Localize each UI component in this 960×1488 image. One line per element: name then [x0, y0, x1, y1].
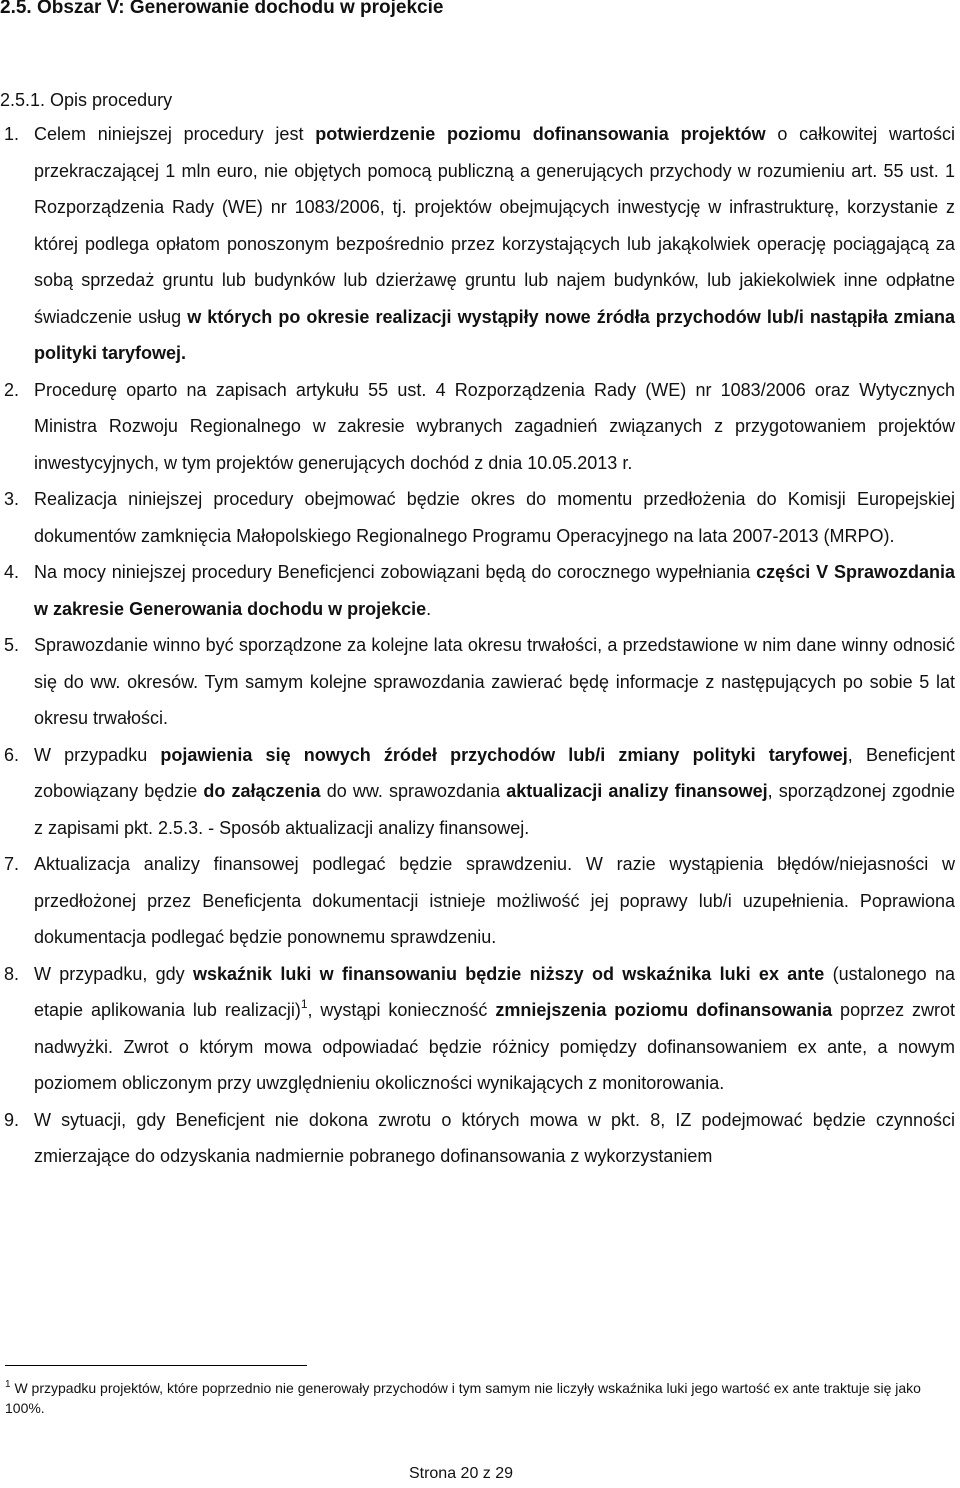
list-item: [0, 554, 955, 627]
list-item: [0, 116, 955, 372]
footnote: [5, 1378, 957, 1418]
body-text: Procedurę oparto na zapisach artykułu 55 ust. 4 Rozporządzenia Rady (WE) nr 1083/2006 oraz Wytycznych Ministra Rozwoju Regionalnego w zakresie wybranych zagadnień związanych z przygotowaniem projektów inwestycyjnych, w tym projektów generujących dochód z dnia 10.05.2013 r.: [34, 379, 955, 473]
list-item: [0, 1102, 955, 1175]
footnote-marker: 1: [5, 1379, 11, 1390]
body-text: o całkowitej wartości przekraczającej 1 mln euro, nie objętych pomocą publiczną a generujących przychody w rozumieniu art. 55 ust. 1 Rozporządzenia Rady (WE) nr 1083/2006, tj. projektów obejmujących inwestycję w infrastrukturę, korzystanie z której podlega opłatom ponoszonym bezpośrednio przez korzystających lub jakąkolwiek operację pociągającą za sobą sprzedaż gruntu lub budynków lub dzierżawę gruntu lub najem budynków, lub jakiekolwiek inne odpłatne świadczenie usług: [34, 124, 956, 327]
emphasis-text: aktualizacji analizy finansowej: [506, 781, 768, 801]
list-item-number: 5.: [4, 635, 20, 655]
list-item: [0, 627, 955, 737]
list-item-number: 4.: [4, 562, 20, 582]
body-text: W przypadku: [34, 744, 161, 765]
list-item: [0, 737, 955, 847]
subsection-heading: 2.5.1. Opis procedury: [0, 90, 173, 110]
page-number: Strona 20 z 29: [408, 1465, 514, 1482]
footnote-text: W przypadku projektów, które poprzednio nie generowały przychodów i tym samym nie liczyły wskaźnika luki jego wartość ex ante traktuje się jako 100%.: [5, 1380, 921, 1416]
body-text: Aktualizacja analizy finansowej podlegać będzie sprawdzeniu. W razie wystąpienia błędów/niejasności w przedłożonej przez Beneficjenta dokumentacji istnieje możliwość jej poprawy lub/i uzupełnienia. Poprawiona dokumentacja podlegać będzie ponownemu sprawdzeniu.: [34, 854, 955, 947]
list-item-number: 3.: [4, 489, 20, 509]
body-text: do ww. sprawozdania: [320, 781, 507, 801]
procedure-list: [0, 116, 955, 1175]
body-text: Sprawozdanie winno być sporządzone za kolejne lata okresu trwałości, a przedstawione w nim dane winny odnosić się do ww. okresów. Tym samym kolejne sprawozdania zawierać będę informacje z następujących po sobie 5 lat okresu trwałości.: [34, 635, 955, 728]
body-text: Na mocy niniejszej procedury Beneficjenci zobowiązani będą do corocznego wypełniania: [34, 562, 757, 582]
list-item-number: 7.: [4, 854, 20, 874]
emphasis-text: pojawienia się nowych źródeł przychodów lub/i zmiany polityki taryfowej: [160, 744, 848, 765]
list-item: [0, 846, 955, 956]
list-item: [0, 372, 955, 482]
body-text: , Beneficjent zobowiązany będzie: [34, 744, 956, 801]
list-item-number: 1.: [4, 124, 20, 144]
emphasis-text: do załączenia: [203, 781, 321, 801]
body-text: poprzez zwrot nadwyżki. Zwrot o którym mowa odpowiadać będzie różnicy pomiędzy dofinansowaniem ex ante, a nowym poziomem obliczonym przy uwzględnieniu okoliczności wynikających z monitorowania.: [34, 1000, 955, 1093]
emphasis-text: w których po okresie realizacji wystąpiły nowe źródła przychodów lub/i nastąpiła zmiana polityki taryfowej.: [34, 306, 955, 363]
body-text: (ustalonego na etapie aplikowania lub realizacji): [34, 963, 955, 1020]
list-item-number: 8.: [4, 963, 20, 984]
footnote-reference: 1: [300, 997, 308, 1011]
body-text: W przypadku, gdy: [34, 963, 193, 984]
emphasis-text: części V Sprawozdania w zakresie Generowania dochodu w projekcie: [34, 562, 955, 619]
footnote-separator: [5, 1365, 307, 1366]
body-text: Realizacja niniejszej procedury obejmować będzie okres do momentu przedłożenia do Komisji Europejskiej dokumentów zamknięcia Małopolskiego Regionalnego Programu Operacyjnego na lata 2007-2013 (MRPO).: [34, 489, 955, 546]
emphasis-text: potwierdzenie poziomu dofinansowania projektów: [315, 124, 766, 144]
body-text: , wystąpi konieczność: [307, 1000, 496, 1020]
list-item-number: 9.: [4, 1109, 20, 1130]
body-text: .: [426, 598, 432, 619]
list-item: [0, 956, 955, 1102]
body-text: , sporządzonej zgodnie z zapisami pkt. 2.5.3. - Sposób aktualizacji analizy finansowej.: [34, 781, 956, 838]
list-item-number: 6.: [4, 744, 20, 765]
body-text: Celem niniejszej procedury jest: [34, 124, 316, 144]
body-text: W sytuacji, gdy Beneficjent nie dokona zwrotu o których mowa w pkt. 8, IZ podejmować będzie czynności zmierzające do odzyskania nadmiernie pobranego dofinansowania z wykorzystaniem: [34, 1109, 955, 1166]
list-item: [0, 481, 955, 554]
section-heading: 2.5. Obszar V: Generowanie dochodu w projekcie: [0, 0, 444, 18]
emphasis-text: zmniejszenia poziomu dofinansowania: [495, 1000, 833, 1020]
list-item-number: 2.: [4, 379, 20, 400]
emphasis-text: wskaźnik luki w finansowaniu będzie niższy od wskaźnika luki ex ante: [193, 963, 825, 984]
